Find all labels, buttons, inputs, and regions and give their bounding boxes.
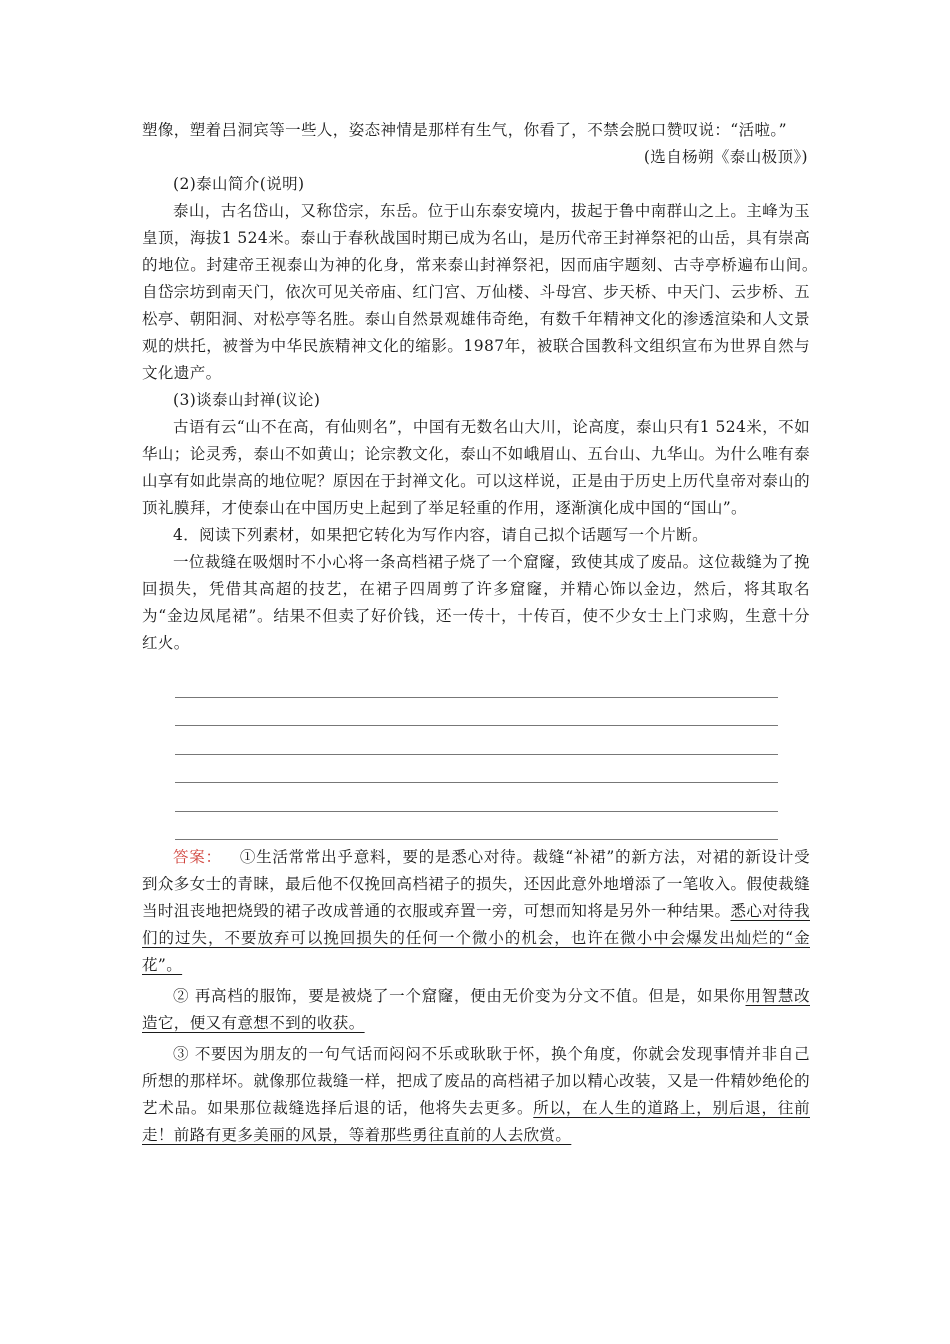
- answer-3-underlined: 所以，在人生的道路上，别后退，往前走！前路有更多美丽的风景，等着那些勇往直前的人去欣赏。: [142, 1099, 810, 1144]
- answer-writing-lines: [175, 669, 778, 840]
- answer-1-underlined: 悉心对待我们的过失，不要放弃可以挽回损失的任何一个微小的机会，也许在微小中会爆发出灿烂的“金花”。: [142, 902, 810, 974]
- section-3-body: 古语有云“山不在高，有仙则名”，中国有无数名山大川，论高度，泰山只有1 524米，不如华山；论灵秀，泰山不如黄山；论宗教文化，泰山不如峨眉山、五台山、九华山。为什么唯有泰山享有如此崇高的地位呢？原因在于封禅文化。可以这样说，正是由于历史上历代皇帝对泰山的顶礼膜拜，才使泰山在中国历史上起到了举足轻重的作用，逐渐演化成中国的“国山”。: [142, 418, 810, 517]
- document-page: [142, 117, 826, 1149]
- answer-2-underlined: 用智慧改造它，便又有意想不到的收获。: [142, 987, 810, 1032]
- section-2-body: 泰山，古名岱山，又称岱宗，东岳。位于山东泰安境内，拔起于鲁中南群山之上。主峰为玉皇顶，海拔1 524米。泰山于春秋战国时期已成为名山，是历代帝王封禅祭祀的山岳，具有崇高的地位。封建帝王视泰山为神的化身，常来泰山封禅祭祀，因而庙宇题刻、古寺亭桥遍布山间。 自岱宗坊到南天门，依次可见关帝庙、红门宫、万仙楼、斗母宫、步天桥、中天门、云步桥、五松亭、朝阳洞、对松亭等名胜。泰山自然景观雄伟奇绝，有数千年精神文化的渗透渲染和人文景观的烘托，被誉为中华民族精神文化的缩影。1987年，被联合国教科文组织宣布为世界自然与文化遗产。: [142, 202, 826, 382]
- quote-source: (选自杨朔《泰山极顶》): [643, 148, 808, 166]
- writing-line: [175, 669, 778, 698]
- writing-line: [175, 755, 778, 784]
- answer-label: 答案：: [173, 848, 222, 866]
- answer-2: [142, 983, 810, 1037]
- section-3-heading: (3)谈泰山封禅(议论): [173, 391, 321, 409]
- writing-line: [175, 783, 778, 812]
- quote-ending: 塑像，塑着吕洞宾等一些人，姿态神情是那样有生气，你看了，不禁会脱口赞叹说：“活啦。”: [142, 121, 787, 139]
- writing-line: [175, 698, 778, 727]
- section-2-heading: (2)泰山简介(说明): [173, 175, 305, 193]
- answer-3-text: ③ 不要因为朋友的一句气话而闷闷不乐或耿耿于怀，换个角度，你就会发现事情并非自己所想的那样坏。就像那位裁缝一样，把成了废品的高档裙子加以精心改装，又是一件精妙绝伦的艺术品。如果那位裁缝选择后退的话，他将失去更多。: [142, 1045, 810, 1117]
- answer-2-text: ② 再高档的服饰，要是被烧了一个窟窿，便由无价变为分文不值。但是，如果你: [173, 987, 746, 1005]
- answer-1: [142, 844, 810, 979]
- question-4-material: 一位裁缝在吸烟时不小心将一条高档裙子烧了一个窟窿，致使其成了废品。这位裁缝为了挽回损失，凭借其高超的技艺，在裙子四周剪了许多窟窿，并精心饰以金边，然后，将其取名为“金边凤尾裙”。结果不但卖了好价钱，还一传十，十传百，使不少女士上门求购，生意十分红火。: [142, 553, 810, 652]
- writing-line: [175, 812, 778, 841]
- writing-line: [175, 726, 778, 755]
- question-4-prompt: 4．阅读下列素材，如果把它转化为写作内容，请自己拟个话题写一个片断。: [173, 526, 708, 544]
- answer-1-text: ①生活常常出乎意料，要的是悉心对待。裁缝“补裙”的新方法，对裙的新设计受到众多女士的青睐，最后他不仅挽回高档裙子的损失，还因此意外地增添了一笔收入。假使裁缝当时沮丧地把烧毁的裙子改成普通的衣服或弃置一旁，可想而知将是另外一种结果。: [142, 848, 810, 920]
- answer-3: [142, 1041, 810, 1149]
